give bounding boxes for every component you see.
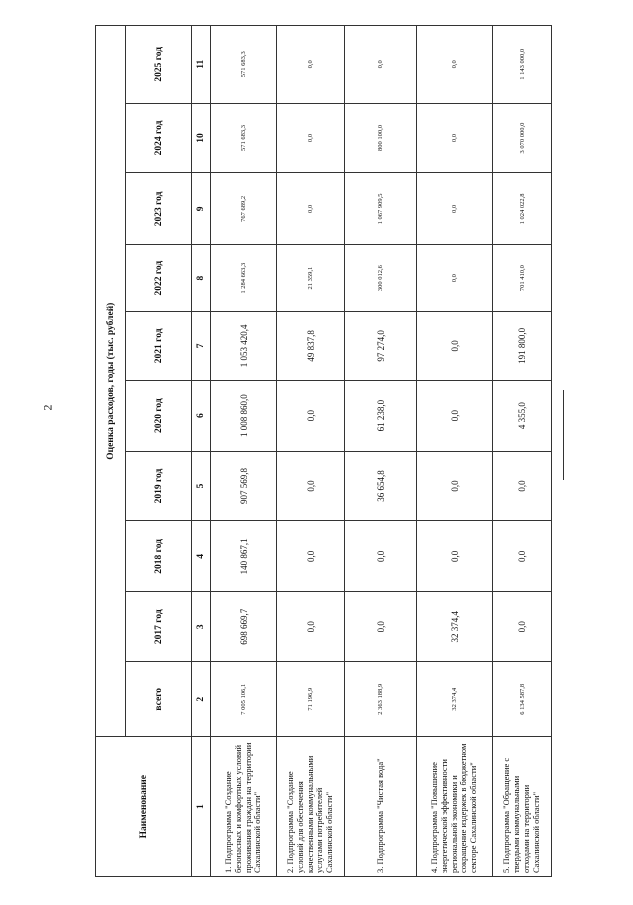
cell-value: 6 134 587,8 [493, 662, 552, 737]
col-number: 4 [192, 521, 211, 592]
cell-value: 140 867,1 [211, 521, 277, 592]
col-header: 2017 год [126, 592, 192, 662]
col-header: 2022 год [126, 245, 192, 312]
cell-value: 1 053 420,4 [211, 311, 277, 380]
cell-value: 0,0 [417, 451, 493, 521]
cell-value: 2 363 188,9 [345, 662, 417, 737]
cell-value: 0,0 [417, 173, 493, 245]
cell-value: 0,0 [277, 592, 345, 662]
cell-value: 0,0 [277, 521, 345, 592]
cell-value: 1 284 663,3 [211, 245, 277, 312]
cell-value: 49 837,8 [277, 311, 345, 380]
cell-value: 767 689,2 [211, 173, 277, 245]
cell-value: 191 800,0 [493, 311, 552, 380]
col-number: 5 [192, 451, 211, 521]
header-name: Наименование [96, 737, 192, 877]
cell-value: 0,0 [493, 521, 552, 592]
column-number-row [192, 26, 211, 877]
cell-value: 571 683,3 [211, 26, 277, 104]
cell-value: 61 238,0 [345, 380, 417, 451]
row-name: 1. Подпрограмма "Создание безопасных и комфортных условий проживания граждан на территории Сахалинской области" [211, 737, 277, 877]
cell-value: 0,0 [417, 311, 493, 380]
page-number: 2 [40, 404, 55, 411]
cell-value: 701 410,0 [493, 245, 552, 312]
col-number: 6 [192, 380, 211, 451]
table-row [345, 26, 417, 877]
rotated-table-container [95, 25, 548, 877]
row-name: 3. Подпрограмма "Чистая вода" [345, 737, 417, 877]
cell-value: 36 654,8 [345, 451, 417, 521]
cell-value: 1 067 909,5 [345, 173, 417, 245]
cell-value: 0,0 [417, 380, 493, 451]
col-header: 2025 год [126, 26, 192, 104]
col-number: 2 [192, 662, 211, 737]
col-number: 3 [192, 592, 211, 662]
col-header: 2018 год [126, 521, 192, 592]
cell-value: 0,0 [345, 26, 417, 104]
cell-value: 0,0 [277, 26, 345, 104]
cell-value: 0,0 [277, 173, 345, 245]
cell-value: 1 024 022,8 [493, 173, 552, 245]
cell-value: 7 005 106,1 [211, 662, 277, 737]
row-name: 2. Подпрограмма "Создание условий для обеспечения качественными коммунальными услугами потребителей Сахалинской области" [277, 737, 345, 877]
col-header: 2019 год [126, 451, 192, 521]
col-header: всего [126, 662, 192, 737]
cell-value: 3 070 000,0 [493, 103, 552, 173]
cell-value: 300 012,6 [345, 245, 417, 312]
cell-value: 0,0 [493, 592, 552, 662]
col-number: 7 [192, 311, 211, 380]
col-number: 10 [192, 103, 211, 173]
cell-value: 0,0 [417, 245, 493, 312]
cell-value: 0,0 [417, 26, 493, 104]
header-costs: Оценка расходов, годы (тыс. рублей) [96, 26, 126, 737]
table-row [211, 26, 277, 877]
table-row [493, 26, 552, 877]
cell-value: 32 374,4 [417, 592, 493, 662]
cell-value: 698 669,7 [211, 592, 277, 662]
col-header: 2024 год [126, 103, 192, 173]
cell-value: 0,0 [345, 592, 417, 662]
cell-value: 571 683,3 [211, 103, 277, 173]
col-number: 11 [192, 26, 211, 104]
cell-value: 1 008 860,0 [211, 380, 277, 451]
row-name: 5. Подпрограмма "Обращение с твердыми коммунальными отходами на территории Сахалинской области" [493, 737, 552, 877]
table-row [277, 26, 345, 877]
cell-value: 1 143 000,0 [493, 26, 552, 104]
cell-value: 21 359,1 [277, 245, 345, 312]
cell-value: 0,0 [417, 103, 493, 173]
cell-value: 71 196,9 [277, 662, 345, 737]
col-number: 8 [192, 245, 211, 312]
col-header: 2020 год [126, 380, 192, 451]
cell-value: 0,0 [417, 521, 493, 592]
col-number: 1 [192, 737, 211, 877]
cell-value: 0,0 [277, 451, 345, 521]
cell-value: 907 569,8 [211, 451, 277, 521]
expenses-table [95, 25, 552, 877]
cell-value: 800 100,0 [345, 103, 417, 173]
cell-value: 0,0 [493, 451, 552, 521]
cell-value: 32 374,4 [417, 662, 493, 737]
cell-value: 0,0 [345, 521, 417, 592]
cell-value: 97 274,0 [345, 311, 417, 380]
col-number: 9 [192, 173, 211, 245]
table-row [417, 26, 493, 877]
cell-value: 4 355,0 [493, 380, 552, 451]
cell-value: 0,0 [277, 103, 345, 173]
row-name: 4. Подпрограмма "Повышение энергетической эффективности региональной экономики и сокращение издержек в бюджетном секторе Сахалинской области" [417, 737, 493, 877]
cell-value: 0,0 [277, 380, 345, 451]
margin-mark [563, 390, 564, 480]
col-header: 2021 год [126, 311, 192, 380]
col-header: 2023 год [126, 173, 192, 245]
